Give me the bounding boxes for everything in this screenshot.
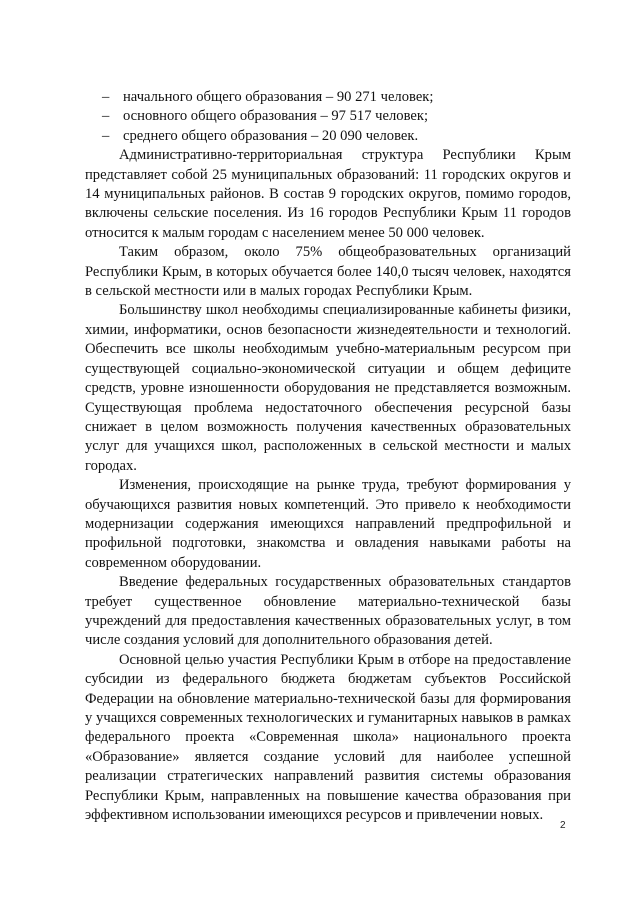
paragraph-labor-market: Изменения, происходящие на рынке труда, требуют формирования у обучающихся развития новых компетенций. Это привело к необходимости модернизации содержания имеющихся направлений предпрофильной и профильной подготовки, знакомства и овладения навыками работы на современном оборудовании. bbox=[85, 477, 571, 571]
page-number: 2 bbox=[560, 820, 566, 831]
list-item-text: среднего общего образования – 20 090 человек. bbox=[123, 127, 419, 144]
document-body bbox=[85, 88, 571, 825]
list-item-text: начального общего образования – 90 271 человек; bbox=[123, 89, 434, 105]
list-bullet: – bbox=[102, 108, 110, 125]
enrollment-list bbox=[85, 88, 571, 146]
list-bullet: – bbox=[102, 127, 110, 144]
list-bullet: – bbox=[102, 89, 110, 105]
list-item-text: основного общего образования – 97 517 человек; bbox=[123, 108, 428, 125]
list-item bbox=[85, 88, 571, 107]
paragraph-main-goal: Основной целью участия Республики Крым в отборе на предоставление субсидии из федерального бюджета бюджетам субъектов Российской Федерации на обновление материально-технической базы для формирования у учащихся современных технологических и гуманитарных навыков в рамках федерального проекта «Современная школа» национального проекта «Образование» является создание условий для наиболее успешной реализации стратегических направлений развития системы образования Республики Крым, направленных на повышение качества образования при эффективном использовании имеющихся ресурсов и привлечении новых. bbox=[85, 651, 571, 824]
paragraph-territorial-structure: Административно-территориальная структура Республики Крым представляет собой 25 муниципальных образований: 11 городских округов и 14 муниципальных районов. В состав 9 городских округов, помимо городов, включены сельские поселения. Из 16 городов Республики Крым 11 городов относится к малым городам с населением менее 50 000 человек. bbox=[85, 147, 571, 241]
paragraph-rural-schools-share: Таким образом, около 75% общеобразовательных организаций Республики Крым, в которых обучается более 140,0 тысяч человек, находятся в сельской местности или в малых городах Республики Крым. bbox=[85, 244, 571, 300]
paragraph-specialized-classrooms: Большинству школ необходимы специализированные кабинеты физики, химии, информатики, основ безопасности жизнедеятельности и технологий. Обеспечить все школы необходимым учебно-материальным ресурсом при существующей социально-экономической ситуации и общем дефиците средств, уровне изношенности оборудования не представляется возможным. Существующая проблема недостаточного обеспечения ресурсной базы снижает в целом возможность получения качественных образовательных услуг для учащихся школ, расположенных в сельской местности и малых городах. bbox=[85, 302, 571, 474]
list-item bbox=[85, 107, 571, 126]
list-item bbox=[85, 127, 571, 146]
paragraph-federal-standards: Введение федеральных государственных образовательных стандартов требует существенное обновление материально-технической базы учреждений для предоставления качественных образовательных услуг, в том числе создания условий для дополнительного образования детей. bbox=[85, 574, 571, 649]
